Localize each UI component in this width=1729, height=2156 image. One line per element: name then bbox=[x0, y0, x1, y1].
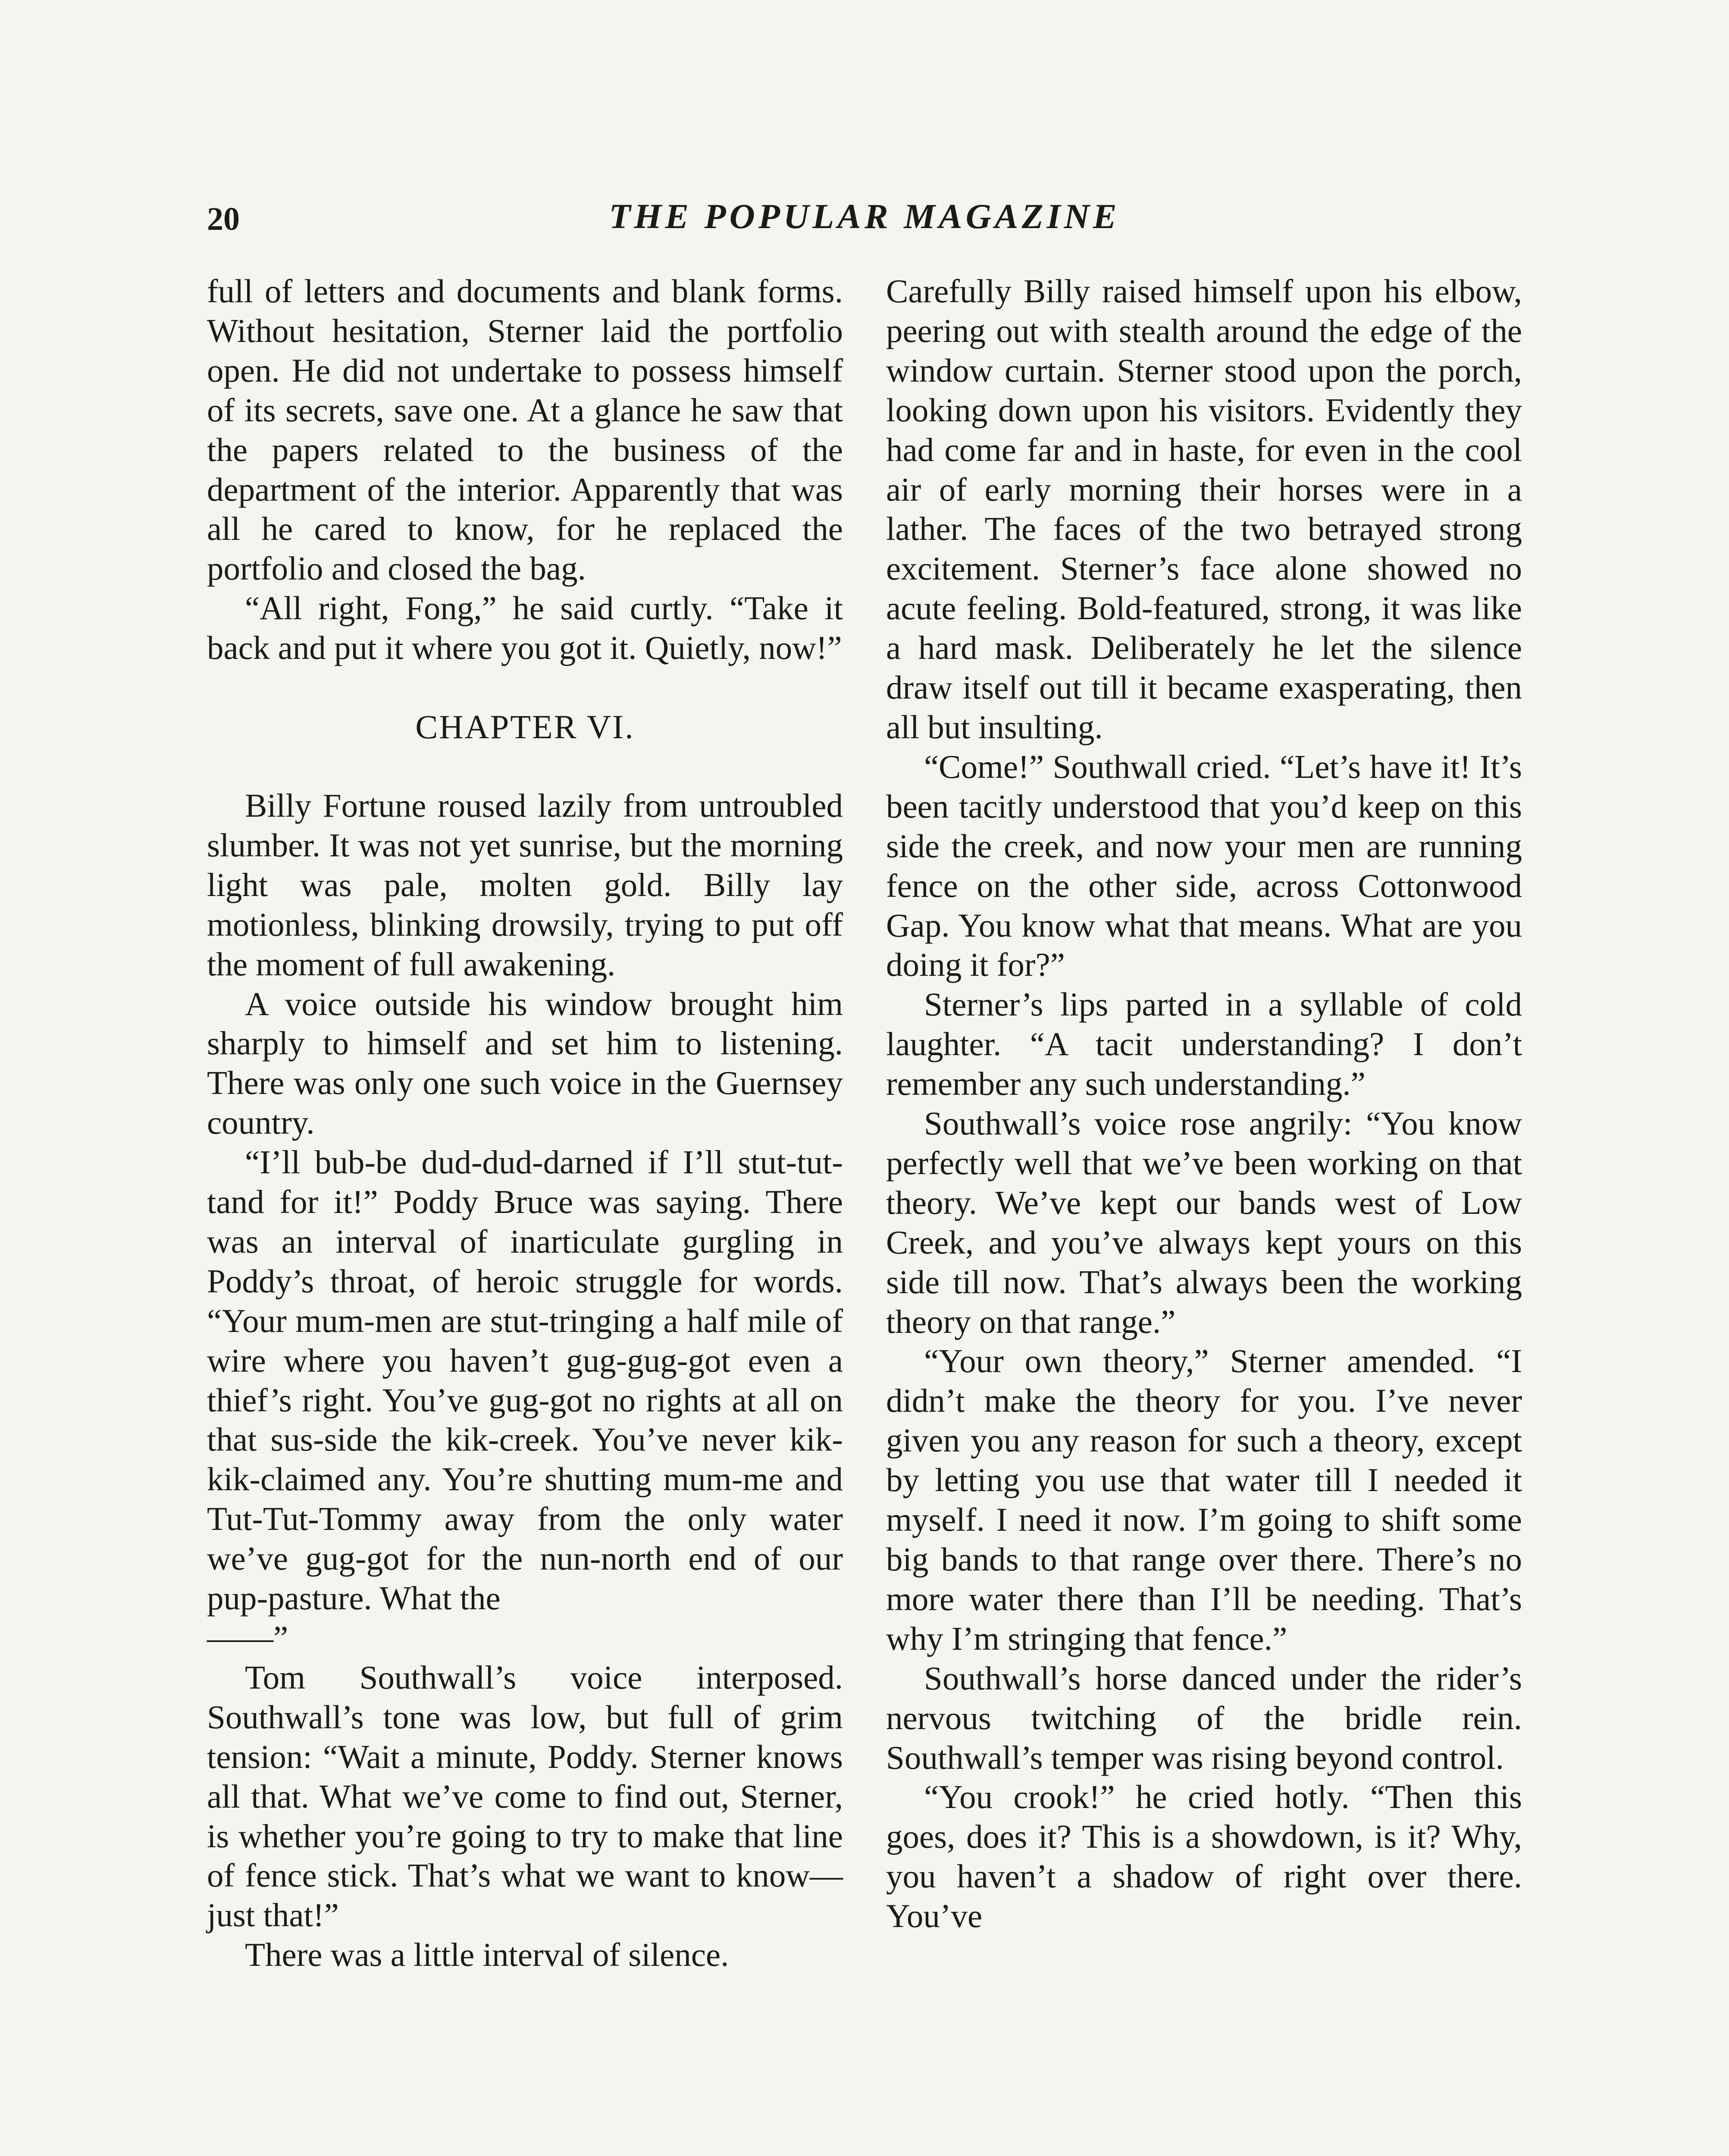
paragraph: “I’ll bub-be dud-dud-darned if I’ll stut-tut-tand for it!” Poddy Bruce was saying. There was an interval of inarticulate gurgling in Poddy’s throat, of heroic struggle for words. “Your mum-men are stut-tringing a half mile of wire where you haven’t gug-gug-got even a thief’s right. You’ve gug-got no rights at all on that sus-side the kik-creek. You’ve never kik-kik-claimed any. You’re shutting mum-me and Tut-Tut-Tommy away from the only water we’ve gug-got for the nun-north end of our pup-pasture. What the bbox=[207, 1144, 843, 1617]
paragraph: Southwall’s voice rose angrily: “You know perfectly well that we’ve been working on that theory. We’ve kept our bands west of Low Creek, and you’ve always kept yours on this side till now. That’s always been the working theory on that range.” bbox=[886, 1105, 1522, 1340]
paragraph: Carefully Billy raised himself upon his elbow, peering out with stealth around the edge of the window curtain. Sterner stood upon the porch, looking down upon his visitors. Evidently they had come far and in haste, for even in the cool air of early morning their horses were in a lather. The faces of the two betrayed strong excitement. Sterner’s face alone showed no acute feeling. Bold-featured, strong, it was like a hard mask. Deliberately he let the silence draw itself out till it became exasperating, then all but insulting. bbox=[886, 273, 1522, 746]
paragraph: “All right, Fong,” he said curtly. “Take it back and put it where you got it. Quietly, now!” bbox=[207, 589, 843, 667]
left-column bbox=[207, 272, 843, 1975]
paragraph: There was a little interval of silence. bbox=[245, 1936, 729, 1974]
page-header bbox=[207, 196, 1522, 244]
right-column bbox=[886, 272, 1522, 1936]
paragraph-continuation bbox=[207, 1618, 843, 1658]
paragraph: Southwall’s horse danced under the rider’s nervous twitching of the bridle rein. Southwall’s temper was rising beyond control. bbox=[886, 1659, 1522, 1776]
paragraph: “Your own theory,” Sterner amended. “I didn’t make the theory for you. I’ve never given you any reason for such a theory, except by letting you use that water till I needed it myself. I need it now. I’m going to shift some big bands to that range over there. There’s no more water there than I’ll be needing. That’s why I’m stringing that fence.” bbox=[886, 1342, 1522, 1657]
paragraph: Tom Southwall’s voice interposed. Southwall’s tone was low, but full of grim tension: “Wait a minute, Poddy. Sterner knows all that. What we’ve come to find out, Sterner, is whether you’re going to try to make that line of fence stick. That’s what we want to know—just that!” bbox=[207, 1658, 843, 1934]
page-number: 20 bbox=[207, 201, 240, 237]
paragraph: “You crook!” he cried hotly. “Then this goes, does it? This is a showdown, is it? Why, you haven’t a shadow of right over there. You’ve bbox=[886, 1778, 1522, 1935]
paragraph: Billy Fortune roused lazily from untroubled slumber. It was not yet sunrise, but the morning light was pale, molten gold. Billy lay motionless, blinking drowsily, trying to put off the moment of full awakening. bbox=[207, 787, 843, 983]
magazine-title: THE POPULAR MAGAZINE bbox=[609, 197, 1120, 236]
paragraph: Sterner’s lips parted in a syllable of cold laughter. “A tacit understanding? I don’t remember any such understanding.” bbox=[886, 986, 1522, 1103]
chapter-heading: CHAPTER VI. bbox=[415, 708, 635, 746]
paragraph: A voice outside his window brought him sharply to himself and set him to listening. There was only one such voice in the Guernsey country. bbox=[207, 985, 843, 1141]
paragraph: “Come!” Southwall cried. “Let’s have it! It’s been tacitly understood that you’d keep on this side the creek, and now your men are running fence on the other side, across Cottonwood Gap. You know what that means. What are you doing it for?” bbox=[886, 748, 1522, 984]
interrupted-dash: ——” bbox=[207, 1619, 288, 1656]
paragraph: full of letters and documents and blank forms. Without hesitation, Sterner laid the portfolio open. He did not undertake to possess himself of its secrets, save one. At a glance he saw that the papers related to the business of the department of the interior. Apparently that was all he cared to know, for he replaced the portfolio and closed the bag. bbox=[207, 273, 843, 587]
